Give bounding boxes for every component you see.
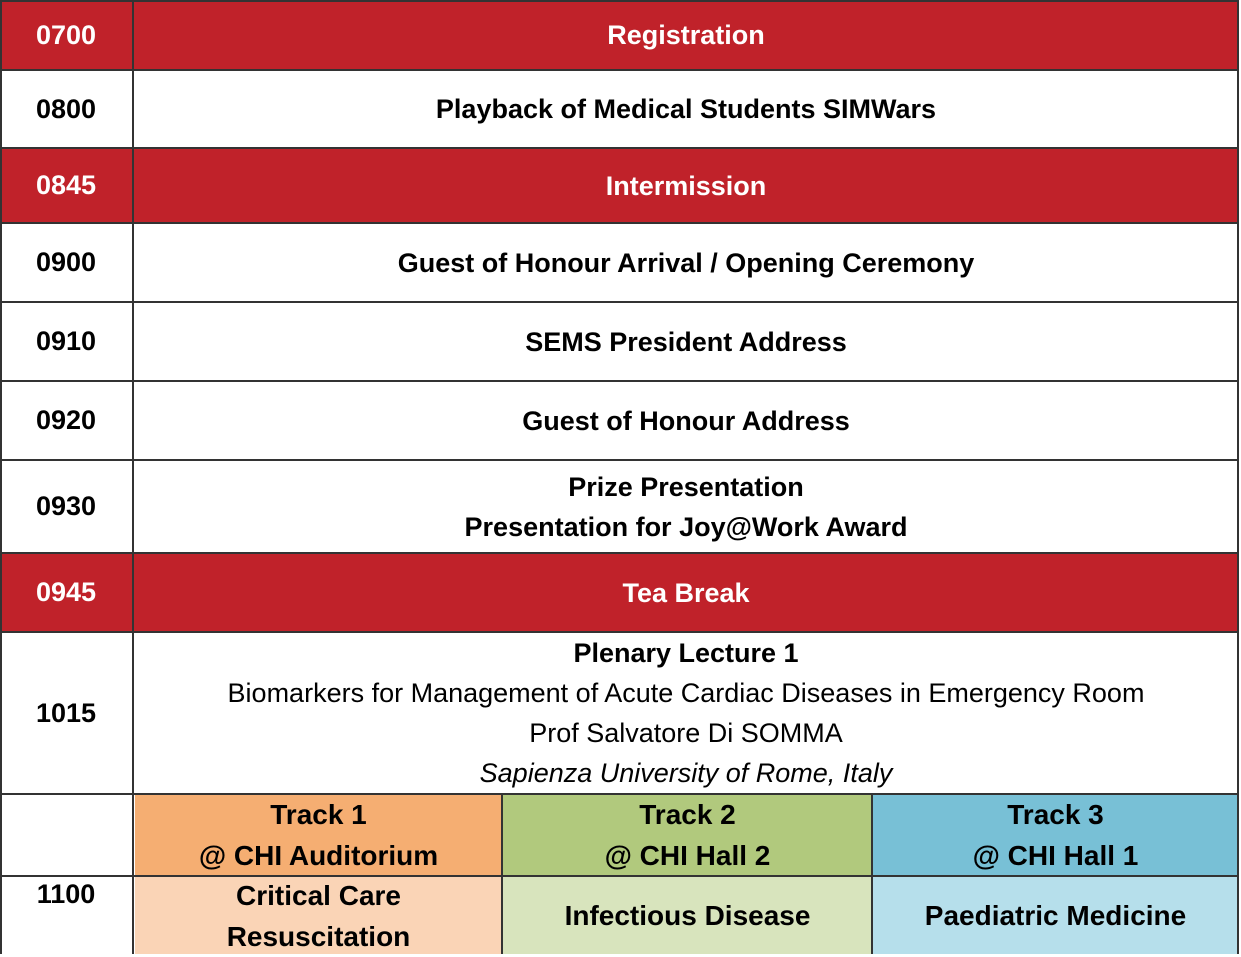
row-opening-ceremony bbox=[0, 223, 1238, 302]
grid-line bbox=[0, 69, 1238, 71]
talk-title: Biomarkers for Management of Acute Cardiac Diseases in Emergency Room bbox=[227, 678, 1145, 708]
time-cell: 0700 bbox=[0, 0, 134, 70]
grid-line bbox=[0, 222, 1238, 224]
event-title: SEMS President Address bbox=[525, 326, 847, 357]
grid-line bbox=[871, 794, 873, 954]
track-1-session bbox=[135, 877, 502, 954]
track-2-session bbox=[503, 877, 872, 954]
time-cell: 0800 bbox=[0, 70, 134, 148]
row-playback bbox=[0, 70, 1238, 148]
session-title-line1: Critical Care bbox=[236, 879, 401, 911]
event-title: Registration bbox=[607, 20, 765, 50]
track-venue: @ CHI Hall 2 bbox=[604, 840, 771, 871]
grid-line bbox=[0, 793, 1238, 795]
time-cell: 1015 bbox=[0, 632, 134, 794]
grid-line bbox=[0, 875, 1238, 877]
time-cell: 0930 bbox=[0, 460, 134, 553]
grid-line bbox=[0, 0, 2, 954]
row-intermission bbox=[0, 148, 1238, 223]
row-president-address bbox=[0, 302, 1238, 381]
track-name: Track 1 bbox=[270, 799, 367, 830]
session-title: Paediatric Medicine bbox=[924, 900, 1187, 931]
event-block bbox=[134, 460, 1238, 553]
grid-line bbox=[0, 301, 1238, 303]
time-cell: 0900 bbox=[0, 223, 134, 302]
time-cell: 0945 bbox=[0, 553, 134, 632]
grid-line bbox=[0, 631, 1238, 633]
row-prize-presentation bbox=[0, 460, 1238, 553]
grid-line bbox=[0, 0, 1238, 2]
track-venue: @ CHI Hall 1 bbox=[972, 840, 1139, 871]
event-title: Tea Break bbox=[622, 577, 750, 608]
grid-line bbox=[1237, 0, 1239, 954]
row-guest-address bbox=[0, 381, 1238, 460]
grid-line bbox=[0, 459, 1238, 461]
track-2-header bbox=[503, 795, 872, 875]
event-title: Guest of Honour Arrival / Opening Ceremony bbox=[397, 247, 975, 278]
speaker-affiliation: Sapienza University of Rome, Italy bbox=[479, 758, 893, 788]
event-title: Prize Presentation bbox=[568, 471, 804, 502]
event-title: Plenary Lecture 1 bbox=[573, 638, 799, 668]
row-plenary-lecture bbox=[0, 632, 1238, 794]
speaker-name: Prof Salvatore Di SOMMA bbox=[529, 718, 843, 748]
track-3-header bbox=[873, 795, 1238, 875]
time-cell: 0910 bbox=[0, 302, 134, 381]
track-name: Track 2 bbox=[639, 799, 736, 830]
grid-line bbox=[0, 380, 1238, 382]
event-title: Playback of Medical Students SIMWars bbox=[435, 94, 937, 124]
time-cell: 0845 bbox=[0, 148, 134, 223]
grid-line bbox=[0, 147, 1238, 149]
event-title: Intermission bbox=[605, 170, 767, 201]
session-title: Infectious Disease bbox=[564, 900, 811, 931]
grid-line bbox=[0, 552, 1238, 554]
track-name: Track 3 bbox=[1007, 799, 1104, 830]
track-3-session bbox=[873, 877, 1238, 954]
track-venue: @ CHI Auditorium bbox=[198, 840, 439, 871]
time-cell: 1100 bbox=[0, 875, 134, 954]
plenary-block bbox=[134, 632, 1238, 794]
row-registration bbox=[0, 0, 1238, 70]
grid-line bbox=[501, 794, 503, 954]
row-tea-break bbox=[0, 553, 1238, 632]
track-1-header bbox=[135, 795, 502, 875]
time-cell-empty bbox=[0, 794, 134, 875]
time-cell: 0920 bbox=[0, 381, 134, 460]
event-title: Guest of Honour Address bbox=[522, 405, 850, 436]
event-subtitle: Presentation for Joy@Work Award bbox=[464, 511, 908, 542]
session-title-line2: Resuscitation bbox=[226, 920, 411, 952]
